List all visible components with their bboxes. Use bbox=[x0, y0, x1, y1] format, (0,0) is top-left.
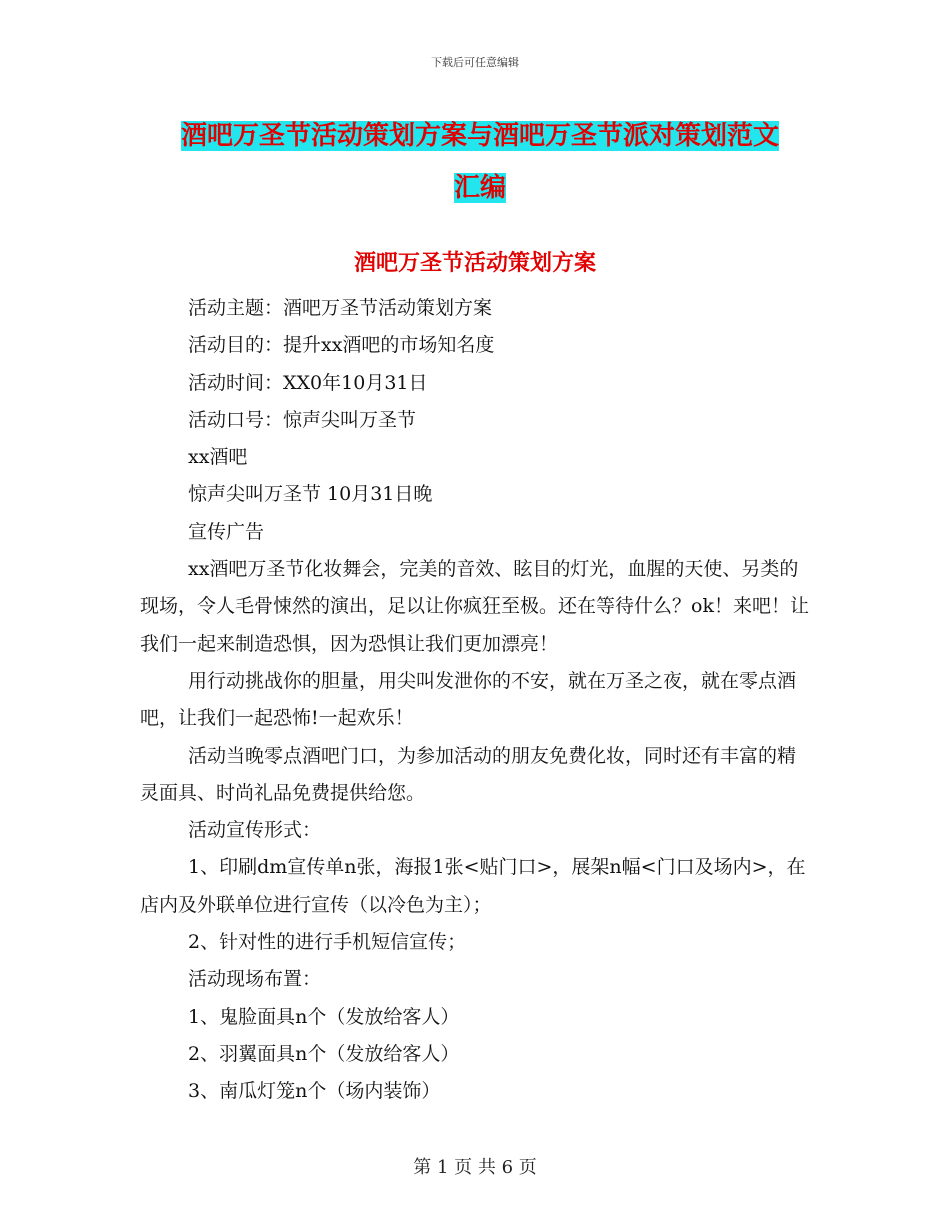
paragraph: 1、鬼脸面具n个（发放给客人） bbox=[188, 1005, 460, 1028]
paragraph: 活动当晚零点酒吧门口，为参加活动的朋友免费化妆，同时还有丰富的精灵面具、时尚礼品免费提供给您。 bbox=[140, 744, 797, 804]
paragraph: 活动口号：惊声尖叫万圣节 bbox=[188, 408, 417, 431]
paragraph: 3、南瓜灯笼n个（场内装饰） bbox=[188, 1080, 441, 1103]
paragraph: 用行动挑战你的胆量，用尖叫发泄你的不安，就在万圣之夜，就在零点酒吧，让我们一起恐怖!一起欢乐！ bbox=[140, 669, 797, 730]
paragraph: 宣传广告 bbox=[188, 520, 265, 543]
paragraph: 2、针对性的进行手机短信宣传； bbox=[188, 931, 467, 954]
section-title: 酒吧万圣节活动策划方案 bbox=[353, 250, 596, 276]
paragraph: 活动时间：XX0年10月31日 bbox=[188, 371, 428, 394]
document-body bbox=[140, 290, 812, 1111]
paragraph: 活动现场布置： bbox=[188, 968, 322, 991]
paragraph: 2、羽翼面具n个（发放给客人） bbox=[188, 1042, 460, 1065]
paragraph: 活动目的：提升xx酒吧的市场知名度 bbox=[188, 334, 495, 357]
header-note: 下载后可任意编辑 bbox=[431, 56, 519, 69]
paragraph: 活动主题：酒吧万圣节活动策划方案 bbox=[188, 297, 493, 319]
document-title bbox=[140, 110, 820, 214]
page-footer: 第 1 页 共 6 页 bbox=[413, 1157, 537, 1178]
paragraph: xx酒吧万圣节化妆舞会，完美的音效、眩目的灯光，血腥的天使、另类的现场，令人毛骨悚然的演出，足以让你疯狂至极。还在等待什么？ok！来吧！让我们一起来制造恐惧，因为恐惧让我们更加漂亮！ bbox=[140, 558, 809, 655]
paragraph: 活动宣传形式： bbox=[188, 819, 322, 842]
title-line-2: 汇编 bbox=[453, 173, 506, 203]
paragraph: 1、印刷dm宣传单n张，海报1张<贴门口>，展架n幅<门口及场内>，在店内及外联单位进行宣传（以冷色为主）； bbox=[140, 856, 806, 916]
paragraph: xx酒吧 bbox=[188, 446, 248, 469]
paragraph: 惊声尖叫万圣节 10月31日晚 bbox=[188, 483, 433, 506]
title-line-1: 酒吧万圣节活动策划方案与酒吧万圣节派对策划范文 bbox=[180, 121, 779, 151]
